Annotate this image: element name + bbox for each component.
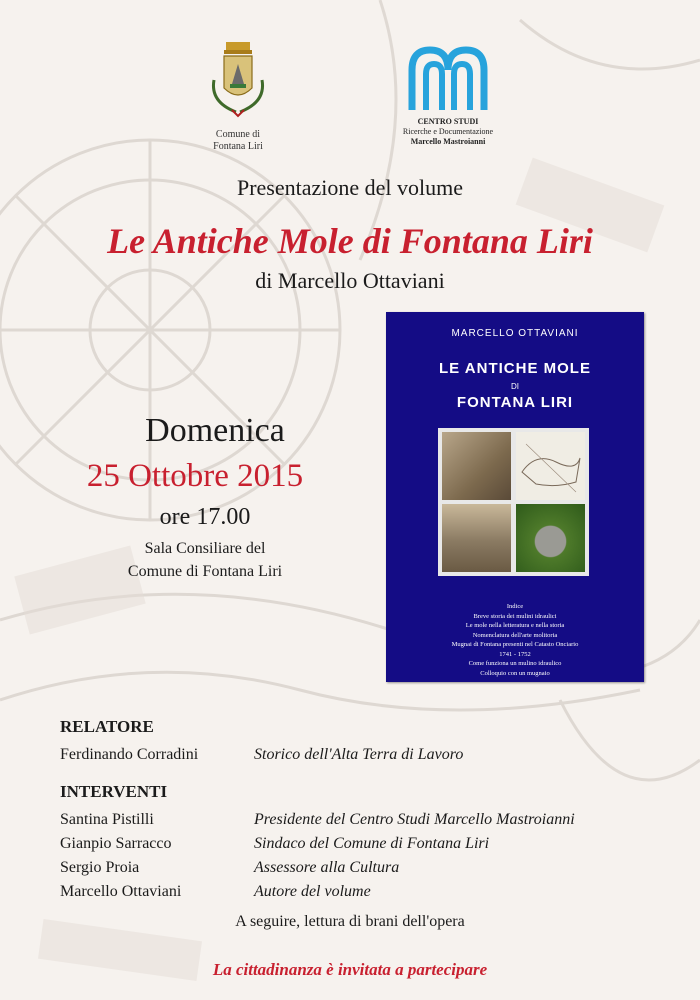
presentazione-heading: Presentazione del volume [236,175,464,200]
book-contents-line: Come funziona un mulino idraulico [468,660,562,667]
event-venue-line1: Sala Consiliare del [144,540,266,557]
intervento-role: Presidente del Centro Studi Marcello Mastroianni [254,811,575,828]
interventi-label: INTERVENTI [60,782,168,801]
intervento-role: Sindaco del Comune di Fontana Liri [254,835,490,852]
centro-studi-m-icon [406,44,490,112]
intervento-name: Gianpio Sarracco [60,835,172,852]
centro-label-line1: CENTRO STUDI [417,117,479,126]
invitation-line: La cittadinanza è invitata a partecipare [212,960,488,979]
book-contents-line: Colloquio con un mugnaio [480,669,550,677]
comune-logo [190,40,286,153]
event-time: ore 17.00 [159,504,251,530]
comune-label-line1: Comune di [215,129,261,140]
centro-label-line3: Marcello Mastroianni [410,137,486,146]
coat-of-arms-icon [202,40,274,124]
reading-note: A seguire, lettura di brani dell'opera [235,913,465,930]
author-line: di Marcello Ottaviani [255,268,445,293]
book-cover-author: MARCELLO OTTAVIANI [451,328,579,339]
centro-studi-logo [384,44,512,147]
book-title-heading: Le Antiche Mole di Fontana Liri [107,221,593,261]
intervento-role: Autore del volume [254,883,371,900]
comune-label-line2: Fontana Liri [213,141,263,152]
book-contents-line: 1741 - 1752 [499,650,531,658]
intervento-name: Marcello Ottaviani [60,883,182,900]
book-contents-line: Indice [506,603,524,610]
book-photo-millstone [442,432,511,500]
centro-label-line2: Ricerche e Documentazione [402,127,494,136]
book-cover-title-line1: LE ANTICHE MOLE [439,360,591,377]
book-photo-map [516,432,585,500]
book-photo-village [442,504,511,572]
book-cover-contents [386,602,644,678]
book-cover-title-di: DI [511,382,519,391]
intervento-role: Assessore alla Cultura [254,859,400,876]
book-photo-stone [516,504,585,572]
event-day: Domenica [145,412,285,449]
relatore-name: Ferdinando Corradini [60,746,199,763]
book-contents-line: Breve storia dei mulini idraulici [473,612,557,620]
book-cover [386,312,644,682]
book-contents-line: Nomenclatura dell'arte molitoria [472,631,558,639]
event-date: 25 Ottobre 2015 [86,458,304,494]
book-cover-title-line2: FONTANA LIRI [456,394,574,411]
relatore-role: Storico dell'Alta Terra di Lavoro [254,746,464,763]
intervento-name: Santina Pistilli [60,811,154,828]
book-contents-line: Mugnai di Fontana presenti nel Catasto Onciario [451,641,579,648]
event-venue-line2: Comune di Fontana Liri [127,563,283,580]
book-contents-line: Le mole nella letteratura e nella storia [465,622,565,629]
relatore-label: RELATORE [60,717,154,736]
book-cover-photo-grid [438,428,589,576]
intervento-name: Sergio Proia [60,859,140,876]
